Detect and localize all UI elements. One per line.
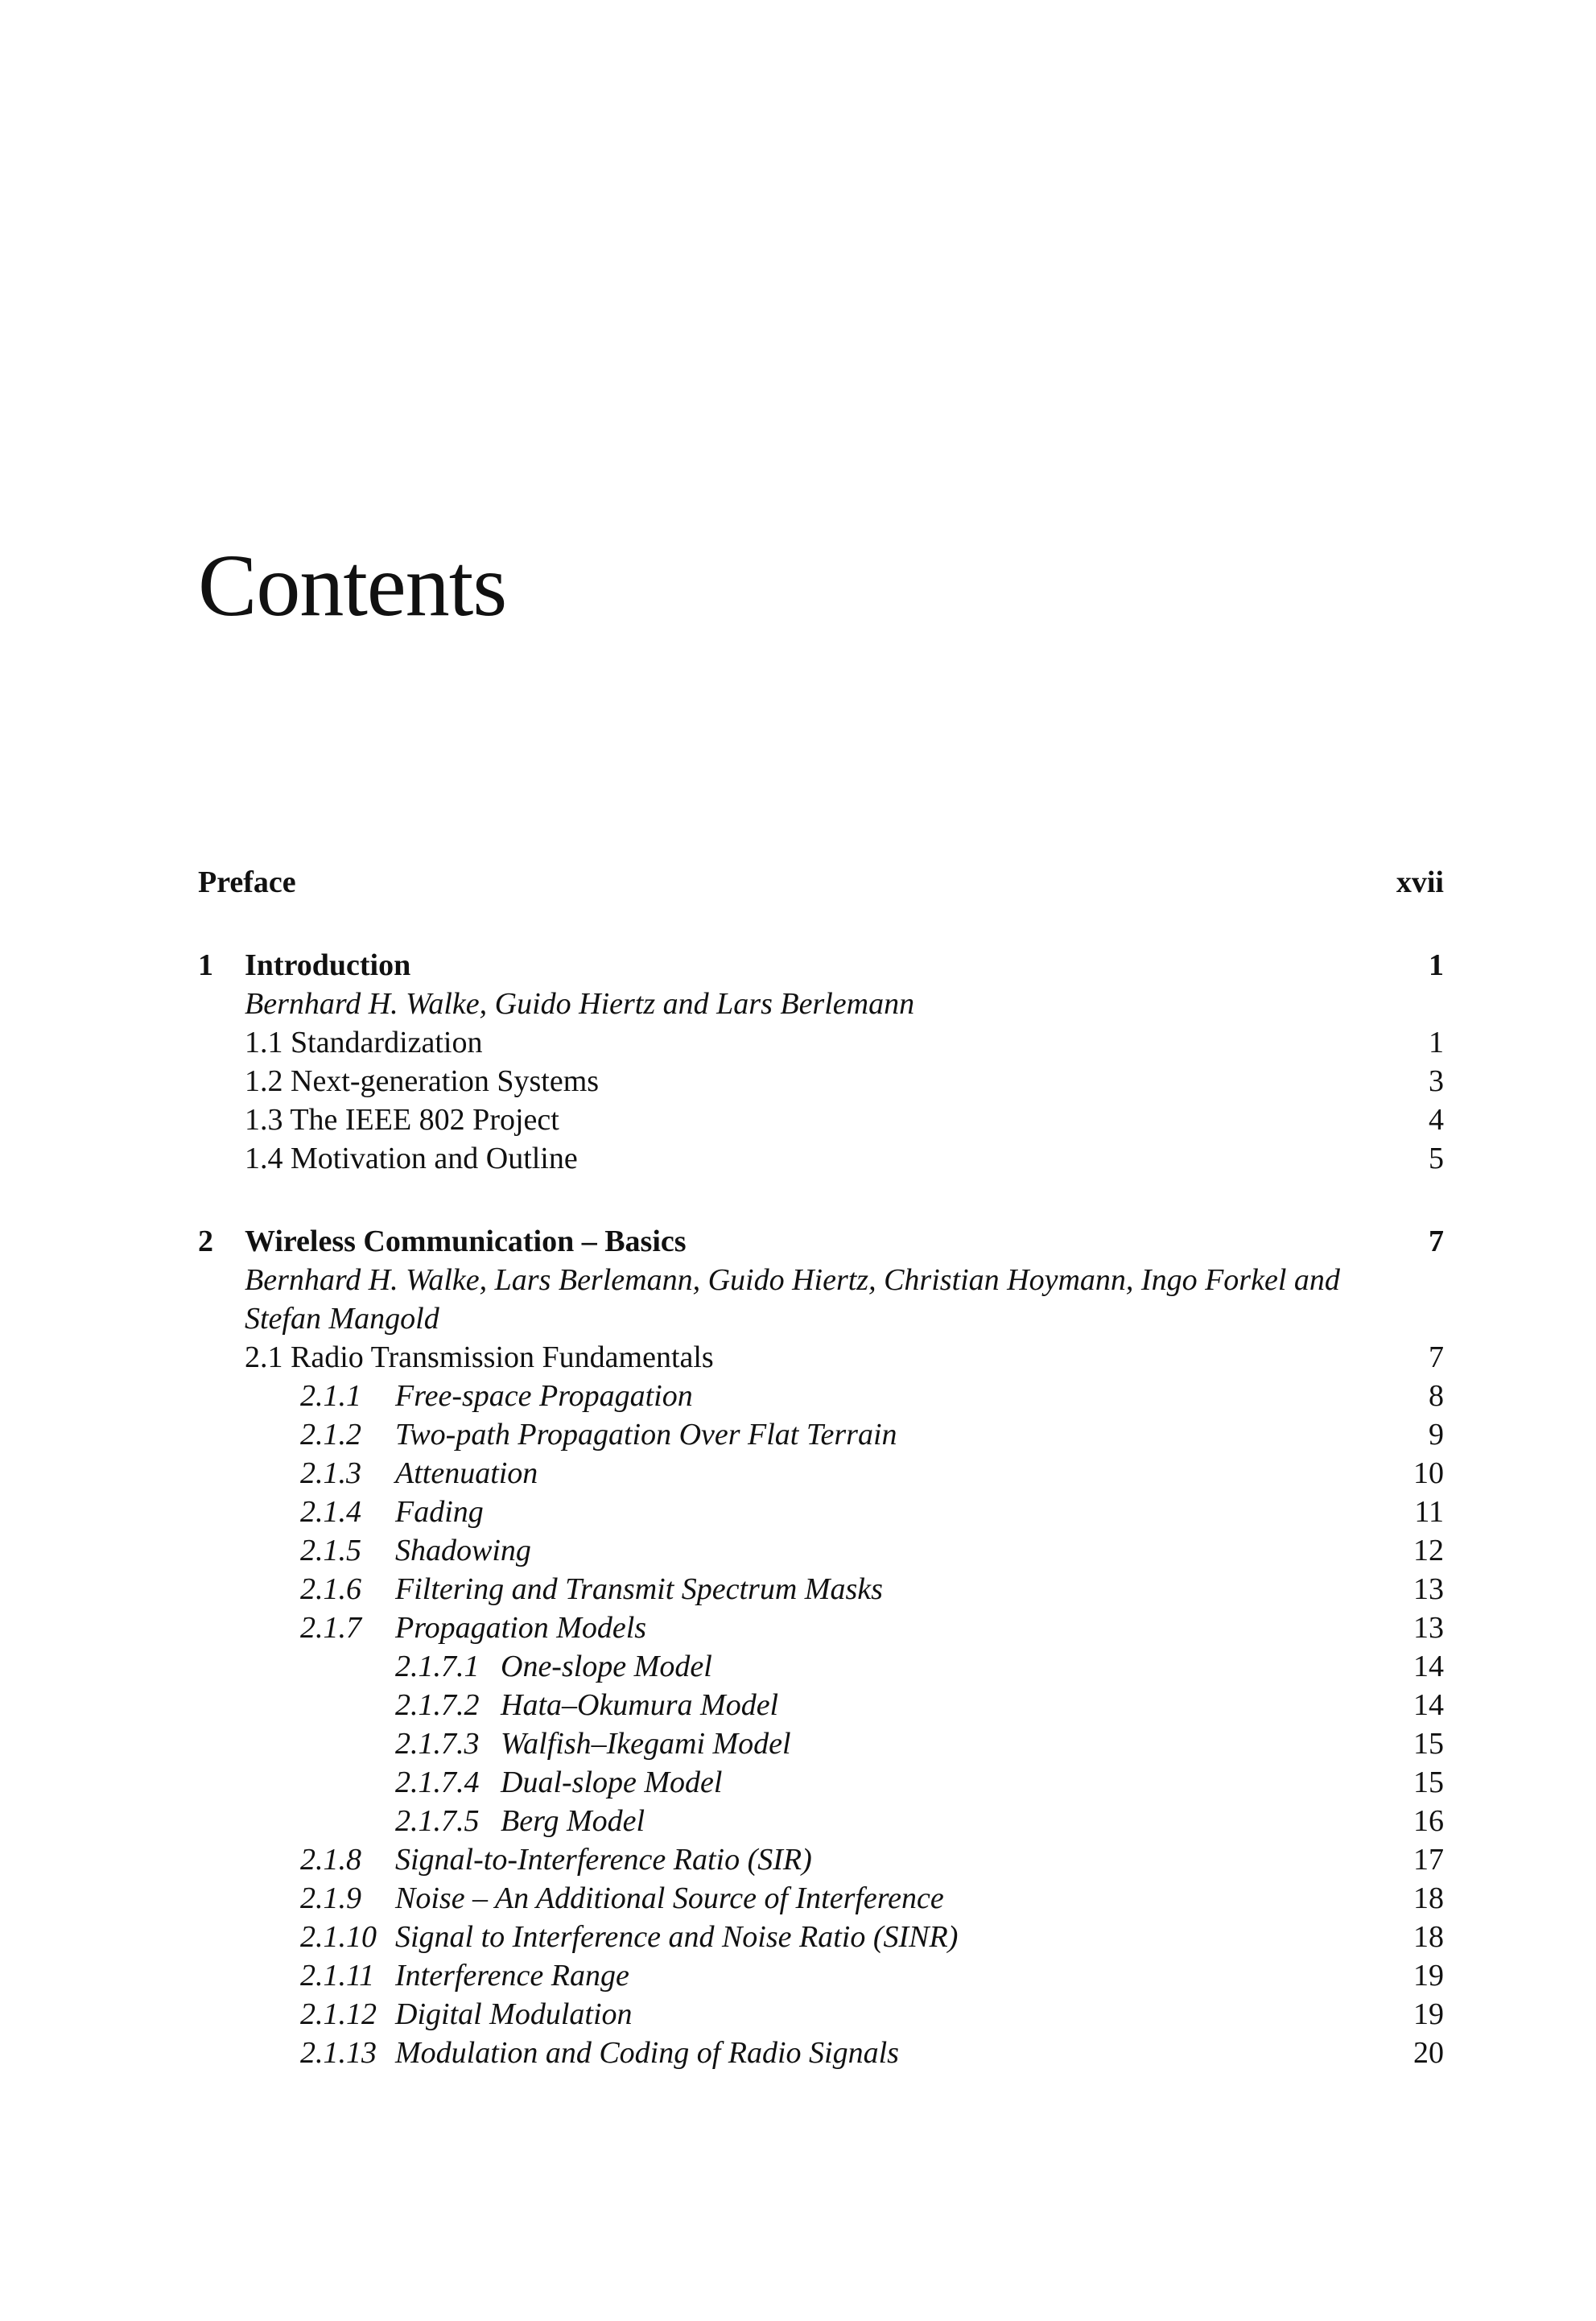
toc-subsection[interactable]: 2.1.4 Fading 11	[300, 1495, 1444, 1529]
toc-page-number: 1	[1429, 948, 1444, 982]
toc-subsubsection[interactable]: 2.1.7.4 Dual-slope Model 15	[395, 1766, 1444, 1799]
toc-subsubsection[interactable]: 2.1.7.1 One-slope Model 14	[395, 1650, 1444, 1683]
toc-subsection[interactable]: 2.1.8 Signal-to-Interference Ratio (SIR) 17	[300, 1843, 1444, 1877]
toc-section[interactable]: 1.2 Next-generation Systems 3	[245, 1064, 1444, 1098]
table-of-contents	[198, 863, 1444, 2072]
toc-subsection[interactable]: 2.1.11 Interference Range 19	[300, 1959, 1444, 1993]
chapter-authors: Bernhard H. Walke, Guido Hiertz and Lars Berlemann	[245, 987, 915, 1021]
toc-subsection[interactable]: 2.1.3 Attenuation 10	[300, 1456, 1444, 1490]
toc-subsection[interactable]: 2.1.6 Filtering and Transmit Spectrum Masks 13	[300, 1572, 1444, 1606]
chapter-number: 1	[198, 948, 213, 982]
chapter-title: Wireless Communication – Basics	[245, 1225, 687, 1258]
page-title: Contents	[198, 535, 507, 634]
toc-subsubsection[interactable]: 2.1.7.3 Walfish–Ikegami Model 15	[395, 1727, 1444, 1761]
toc-subsection[interactable]: 2.1.1 Free-space Propagation 8	[300, 1379, 1444, 1413]
toc-subsection[interactable]: 2.1.9 Noise – An Additional Source of Interference 18	[300, 1881, 1444, 1915]
toc-section[interactable]: 1.4 Motivation and Outline 5	[245, 1142, 1444, 1175]
toc-chapter-2[interactable]	[198, 1222, 1444, 1261]
toc-subsection[interactable]: 2.1.10 Signal to Interference and Noise Ratio (SINR) 18	[300, 1920, 1444, 1954]
toc-preface[interactable]	[198, 863, 1444, 902]
toc-page-number: 7	[1429, 1225, 1444, 1258]
toc-chapter-1[interactable]	[198, 946, 1444, 985]
chapter-title: Introduction	[245, 948, 411, 982]
toc-subsection[interactable]: 2.1.2 Two-path Propagation Over Flat Terrain 9	[300, 1418, 1444, 1452]
toc-section[interactable]: 2.1 Radio Transmission Fundamentals 7	[245, 1340, 1444, 1374]
toc-subsection[interactable]: 2.1.13 Modulation and Coding of Radio Signals 20	[300, 2036, 1444, 2070]
toc-page-number: xvii	[1396, 865, 1444, 899]
chapter-number: 2	[198, 1225, 213, 1258]
toc-subsection[interactable]: 2.1.12 Digital Modulation 19	[300, 1997, 1444, 2031]
toc-subsection[interactable]: 2.1.7 Propagation Models 13	[300, 1611, 1444, 1645]
toc-subsubsection[interactable]: 2.1.7.2 Hata–Okumura Model 14	[395, 1688, 1444, 1722]
toc-subsection[interactable]: 2.1.5 Shadowing 12	[300, 1534, 1444, 1567]
toc-entry-title: Preface	[198, 865, 296, 899]
toc-subsubsection[interactable]: 2.1.7.5 Berg Model 16	[395, 1804, 1444, 1838]
toc-section[interactable]: 1.3 The IEEE 802 Project 4	[245, 1103, 1444, 1137]
chapter-authors: Bernhard H. Walke, Lars Berlemann, Guido Hiertz, Christian Hoymann, Ingo Forkel and Stefan Mangold	[245, 1263, 1340, 1336]
toc-section[interactable]: 1.1 Standardization 1	[245, 1026, 1444, 1059]
